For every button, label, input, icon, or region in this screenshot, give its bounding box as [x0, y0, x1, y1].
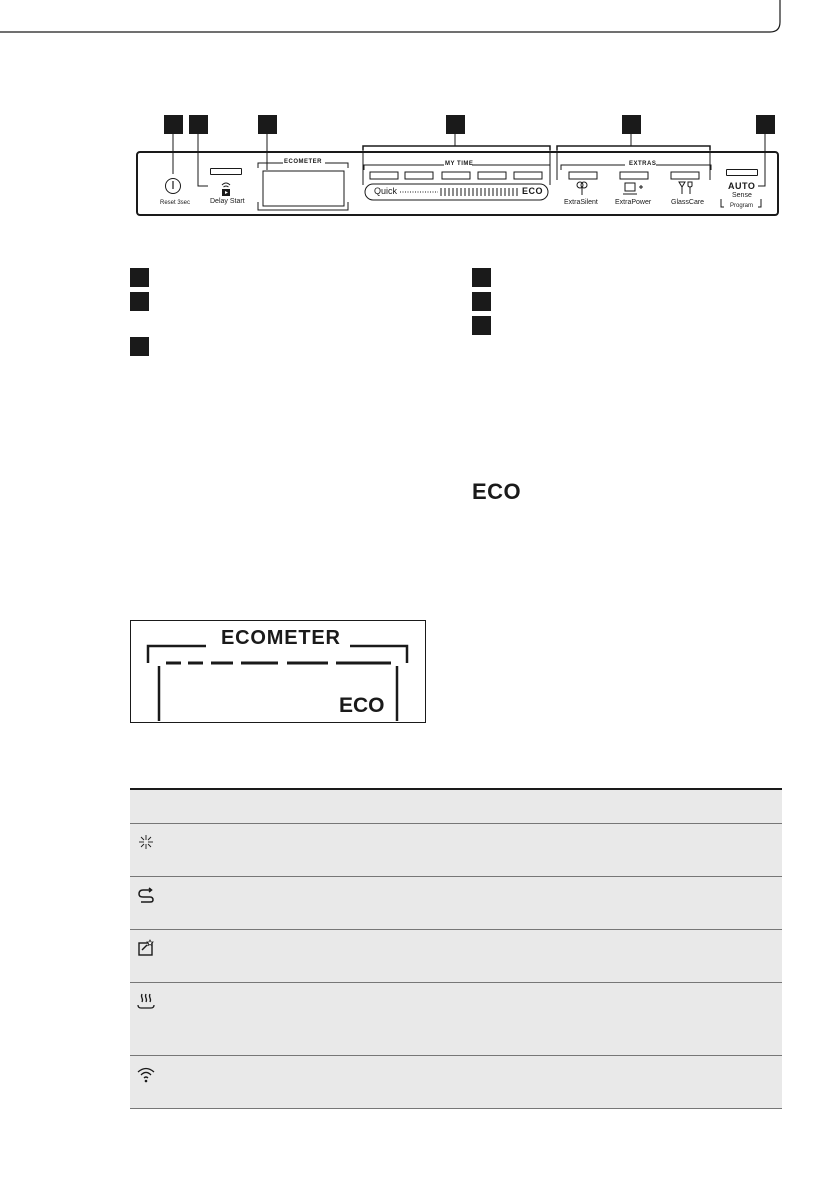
delay-start-label: Delay Start	[210, 198, 245, 205]
extrapower-label: ExtraPower	[615, 199, 652, 206]
legend-key-3	[130, 337, 149, 356]
legend-key-1	[130, 268, 149, 287]
indicator-table	[130, 788, 782, 1109]
legend-key-4	[472, 268, 491, 287]
reset-label: Reset 3sec	[160, 200, 191, 206]
table-row	[130, 929, 782, 982]
sense-label: Sense	[732, 192, 752, 199]
table-header	[130, 788, 782, 823]
extrasilent-label: ExtraSilent	[564, 199, 598, 206]
extras-label: EXTRAS	[629, 161, 657, 167]
heat-icon	[136, 991, 156, 1011]
wifi-icon	[136, 1064, 156, 1084]
legend-key-5	[472, 292, 491, 311]
extrasilent-icon[interactable]	[574, 180, 590, 196]
delay-led	[210, 168, 242, 175]
ecometer-frame	[255, 160, 355, 212]
mytime-label: MY TIME	[445, 161, 474, 167]
ecometer-label: ECOMETER	[284, 159, 323, 165]
mytime-eco-label[interactable]: ECO	[522, 186, 544, 196]
auto-label[interactable]: AUTO	[728, 181, 756, 191]
eco-heading: ECO	[472, 479, 522, 504]
mytime-frame	[362, 162, 554, 206]
sparkle-icon	[136, 832, 156, 852]
glasscare-label: GlassCare	[671, 199, 705, 206]
cycle-icon	[136, 885, 156, 905]
extrapower-icon[interactable]	[622, 180, 644, 196]
ecometer-figure-title: ECOMETER	[221, 627, 341, 649]
table-row	[130, 876, 782, 929]
tablet-icon	[136, 938, 156, 958]
legend-key-6	[472, 316, 491, 335]
legend-key-2	[130, 292, 149, 311]
ecometer-figure	[130, 620, 426, 723]
glasscare-icon[interactable]	[677, 180, 695, 196]
table-row	[130, 982, 782, 1055]
table-row	[130, 823, 782, 876]
program-label: Program	[730, 203, 754, 209]
delay-start-icon[interactable]	[220, 181, 232, 197]
table-row	[130, 1055, 782, 1109]
mytime-quick-label[interactable]: Quick	[374, 186, 398, 196]
auto-led	[726, 169, 758, 176]
control-panel	[136, 151, 779, 216]
ecometer-figure-eco: ECO	[339, 694, 385, 717]
power-button-icon[interactable]	[164, 177, 182, 195]
